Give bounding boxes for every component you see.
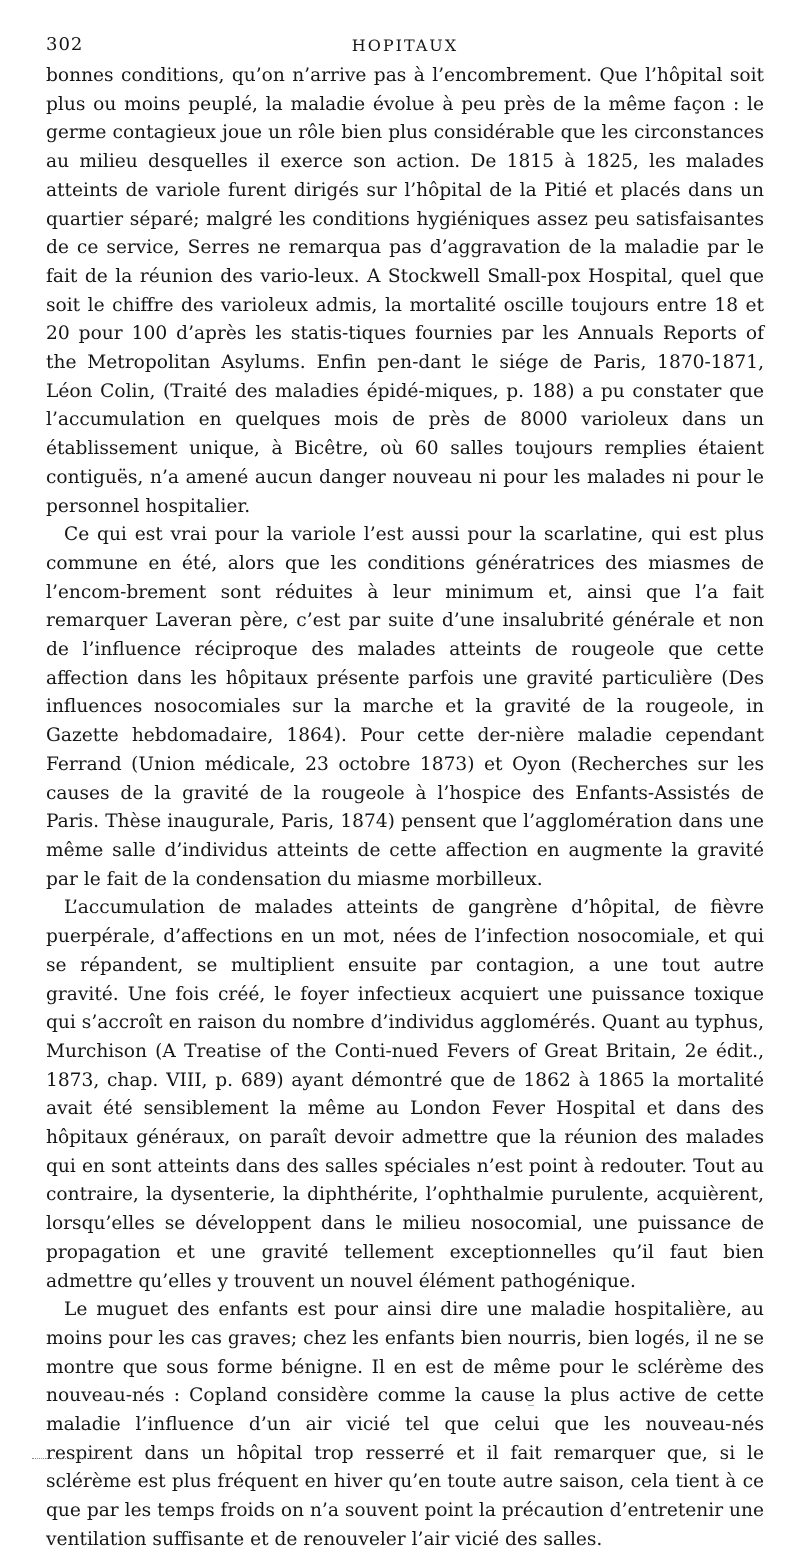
book-page <box>46 28 764 1555</box>
paragraph-infection-nosocomiale: L’accumulation de malades atteints de gangrène d’hôpital, de fièvre puerpérale, d’affections en un mot, nées de l’infection nosocomiale, et qui se répandent, se multiplient ensuite par contagion, a une tout autre gravité. Une fois créé, le foyer infectieux acquiert une puissance toxique qui s’accroît en raison du nombre d’individus agglomérés. Quant au typhus, Murchison (A Treatise of the Conti-nued Fevers of Great Britain, 2e édit., 1873, chap. VIII, p. 689) ayant démontré que de 1862 à 1865 la mortalité avait été sensiblement la même au London Fever Hospital et dans des hôpitaux généraux, on paraît devoir admettre que la réunion des malades qui en sont atteints dans des salles spéciales n’est point à redouter. Tout au contraire, la dysenterie, la diphthérite, l’ophthalmie purulente, acquièrent, lorsqu’elles se développent dans le milieu nosocomial, une puissance de propagation et une gravité tellement exceptionnelles qu’il faut bien admettre qu’elles y trouvent un nouvel élément pathogénique. <box>46 897 764 1292</box>
page-speck <box>528 1405 534 1406</box>
paragraph-variole: bonnes conditions, qu’on n’arrive pas à l’encombrement. Que l’hôpital soit plus ou moins peuplé, la maladie évolue à peu près de la même façon : le germe contagieux joue un rôle bien plus considérable que les circonstances au milieu desquelles il exerce son action. De 1815 à 1825, les malades atteints de variole furent dirigés sur l’hôpital de la Pitié et placés dans un quartier séparé; malgré les conditions hygiéniques assez peu satisfaisantes de ce service, Serres ne remarqua pas d’aggravation de la maladie par le fait de la réunion des vario-leux. A Stockwell Small-pox Hospital, quel que soit le chiffre des varioleux admis, la mortalité oscille toujours entre 18 et 20 pour 100 d’après les statis-tiques fournies par les Annuals Reports of the Metropolitan Asylums. Enfin pen-dant le siége de Paris, 1870-1871, Léon Colin, (Traité des maladies épidé-miques, p. 188) a pu constater que l’accumulation en quelques mois de près de 8000 varioleux dans un établissement unique, à Bicêtre, où 60 salles toujours remplies étaient contiguës, n’a amené aucun danger nouveau ni pour les malades ni pour le personnel hospitalier. <box>46 65 764 517</box>
paragraph-scarlatine-rougeole: Ce qui est vrai pour la variole l’est aussi pour la scarlatine, qui est plus commune en été, alors que les conditions génératrices des miasmes de l’encom-brement sont réduites à leur minimum et, ainsi que l’a fait remarquer Laveran père, c’est par suite d’une insalubrité générale et non de l’influence réciproque des malades atteints de rougeole que cette affection dans les hôpitaux présente parfois une gravité particulière (Des influences nosocomiales sur la marche et la gravité de la rougeole, in Gazette hebdomadaire, 1864). Pour cette der-nière maladie cependant Ferrand (Union médicale, 23 octobre 1873) et Oyon (Recherches sur les causes de la gravité de la rougeole à l’hospice des Enfants-Assistés de Paris. Thèse inaugurale, Paris, 1874) pensent que l’agglomération dans une même salle d’individus atteints de cette affection en augmente la gravité par le fait de la condensation du miasme morbilleux. <box>46 524 764 890</box>
footer-mark <box>32 1458 112 1459</box>
body-text <box>46 62 764 1555</box>
page-number: 302 <box>46 34 84 55</box>
running-title: HOPITAUX <box>351 36 459 55</box>
paragraph-muguet-sclereme: Le muguet des enfants est pour ainsi dire une maladie hospitalière, au moins pour les cas graves; chez les enfants bien nourris, bien logés, il ne se montre que sous forme bénigne. Il en est de même pour le sclérème des nouveau-nés : Copland considère comme la cause la plus active de cette maladie l’influence d’un air vicié tel que celui que les nouveau-nés respirent dans un hôpital trop resserré et il fait remarquer que, si le sclérème est plus fréquent en hiver qu’en toute autre saison, cela tient à ce que par les temps froids on n’a souvent point la précaution d’entretenir une ventilation suffisante et de renouveler l’air vicié des salles. <box>46 1299 764 1550</box>
running-head <box>46 28 764 62</box>
